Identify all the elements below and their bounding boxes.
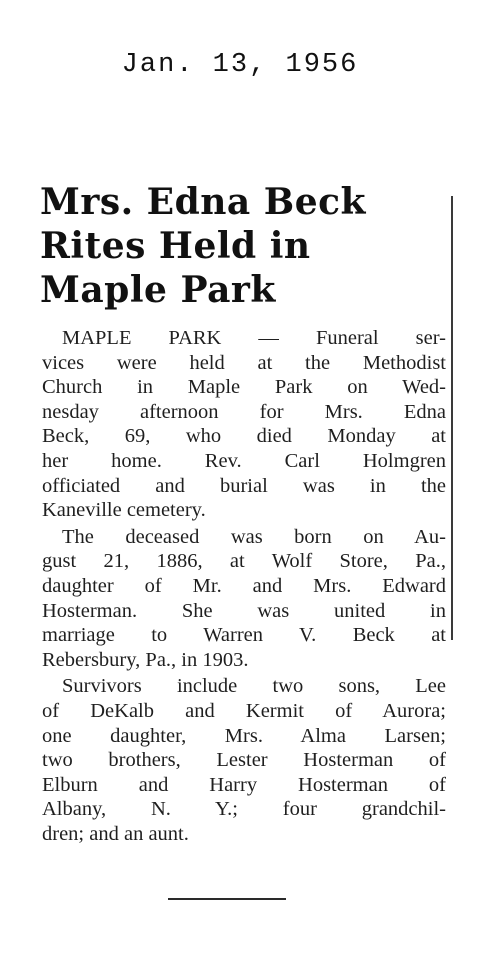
article-body	[42, 326, 446, 846]
headline-line: Mrs. Edna Beck	[40, 181, 366, 223]
text-line: Albany, N. Y.; four grandchil-	[42, 798, 446, 821]
clipping-date: Jan. 13, 1956	[121, 50, 359, 80]
text-line: vices were held at the Methodist	[42, 351, 446, 374]
text-line: dren; and an aunt.	[42, 822, 189, 845]
headline-line: Maple Park	[40, 269, 276, 311]
text-line: Beck, 69, who died Monday at	[42, 425, 446, 448]
text-line: of DeKalb and Kermit of Aurora;	[42, 699, 446, 722]
newspaper-clipping	[36, 180, 446, 846]
text-line: nesday afternoon for Mrs. Edna	[42, 400, 446, 423]
text-line: her home. Rev. Carl Holmgren	[42, 449, 446, 472]
text-line: marriage to Warren V. Beck at	[42, 624, 446, 647]
article-paragraph	[42, 525, 446, 673]
text-line: daughter of Mr. and Mrs. Edward	[42, 574, 446, 597]
text-line: Kaneville cemetery.	[42, 499, 206, 522]
article-paragraph	[42, 326, 446, 523]
text-line: Church in Maple Park on Wed-	[42, 376, 446, 399]
text-line: The deceased was born on Au-	[62, 525, 446, 548]
text-line: Elburn and Harry Hosterman of	[42, 773, 446, 796]
article-paragraph	[42, 674, 446, 846]
text-line: gust 21, 1886, at Wolf Store, Pa.,	[42, 550, 446, 573]
text-line: one daughter, Mrs. Alma Larsen;	[42, 724, 446, 747]
text-line: Rebersbury, Pa., in 1903.	[42, 648, 249, 671]
text-line: officiated and burial was in the	[42, 474, 446, 497]
column-rule	[451, 196, 453, 640]
text-line: two brothers, Lester Hosterman of	[42, 749, 446, 772]
text-line: MAPLE PARK — Funeral ser-	[62, 327, 446, 349]
headline-line: Rites Held in	[40, 225, 311, 267]
text-line: Hosterman. She was united in	[42, 599, 446, 622]
text-line: Survivors include two sons, Lee	[62, 675, 446, 698]
end-rule	[168, 898, 286, 900]
headline	[40, 180, 446, 312]
